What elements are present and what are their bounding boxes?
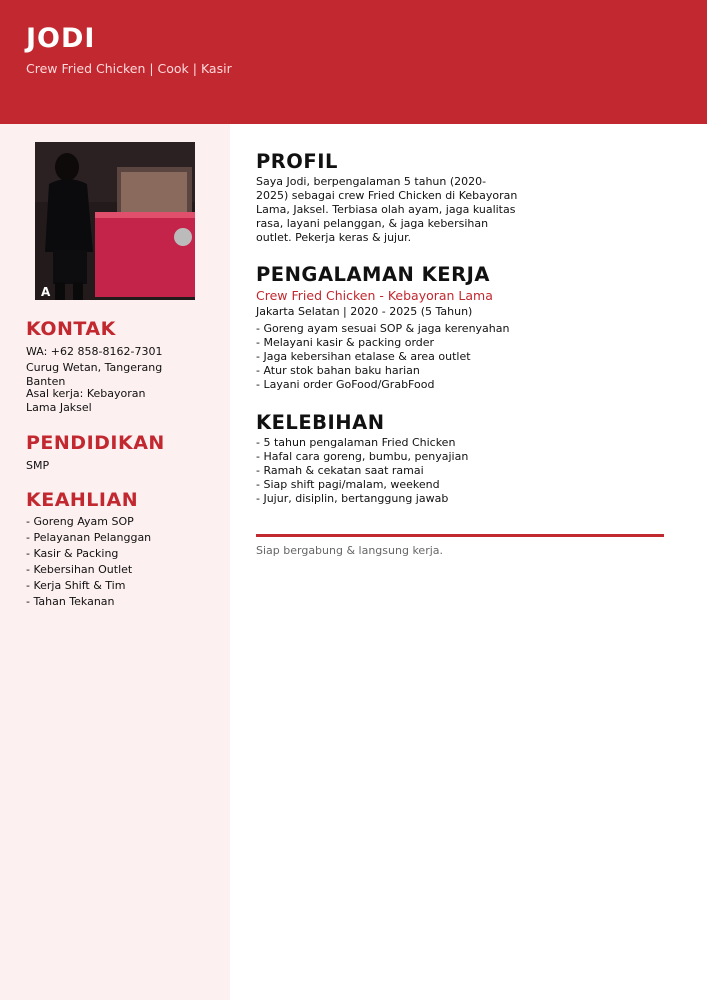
list-item: - Ramah & cekatan saat ramai (256, 464, 424, 477)
pendidikan-value: SMP (26, 459, 50, 472)
contact-origin: Asal kerja: Kebayoran Lama Jaksel (26, 387, 146, 414)
section-divider (256, 534, 664, 537)
keahlian-list (26, 514, 151, 610)
list-item: - Kasir & Packing (26, 547, 119, 560)
list-item: - Melayani kasir & packing order (256, 336, 435, 349)
list-item: - Atur stok bahan baku harian (256, 364, 420, 377)
list-item: - Siap shift pagi/malam, weekend (256, 478, 440, 491)
list-item: - Layani order GoFood/GrabFood (256, 378, 435, 391)
job-meta: Jakarta Selatan | 2020 - 2025 (5 Tahun) (256, 305, 473, 318)
list-item: - Tahan Tekanan (26, 595, 115, 608)
pendidikan-title: PENDIDIKAN (26, 432, 165, 454)
profil-text: Saya Jodi, berpengalaman 5 tahun (2020-2025) sebagai crew Fried Chicken di Kebayoran Lama, Jaksel. Terbiasa olah ayam, jaga kualitas rasa, layani pelanggan, & jaga kebersihan outlet. Pekerja keras & jujur. (256, 175, 518, 244)
list-item: - Pelayanan Pelanggan (26, 531, 152, 544)
pengalaman-title: PENGALAMAN KERJA (256, 263, 490, 286)
kelebihan-list (256, 436, 468, 506)
candidate-subtitle: Crew Fried Chicken | Cook | Kasir (26, 61, 232, 76)
list-item: - Kebersihan Outlet (26, 563, 133, 576)
list-item: - Jaga kebersihan etalase & area outlet (256, 350, 471, 363)
list-item: - 5 tahun pengalaman Fried Chicken (256, 436, 456, 449)
svg-text:A: A (41, 285, 51, 299)
candidate-name: JODI (26, 23, 96, 54)
profile-photo (35, 142, 195, 300)
list-item: - Jujur, disiplin, bertanggung jawab (256, 492, 449, 505)
profil-title: PROFIL (256, 150, 338, 173)
list-item: - Goreng ayam sesuai SOP & jaga kerenyahan (256, 322, 510, 335)
pengalaman-list (256, 322, 509, 392)
closing-statement: Siap bergabung & langsung kerja. (256, 544, 444, 557)
kelebihan-title: KELEBIHAN (256, 411, 385, 434)
list-item: - Kerja Shift & Tim (26, 579, 126, 592)
contact-address: Curug Wetan, Tangerang Banten (26, 361, 163, 388)
list-item: - Hafal cara goreng, bumbu, penyajian (256, 450, 469, 463)
job-title: Crew Fried Chicken - Kebayoran Lama (256, 288, 493, 303)
contact-phone: WA: +62 858-8162-7301 (26, 345, 163, 358)
keahlian-title: KEAHLIAN (26, 489, 139, 511)
kontak-title: KONTAK (26, 318, 116, 340)
list-item: - Goreng Ayam SOP (26, 515, 134, 528)
